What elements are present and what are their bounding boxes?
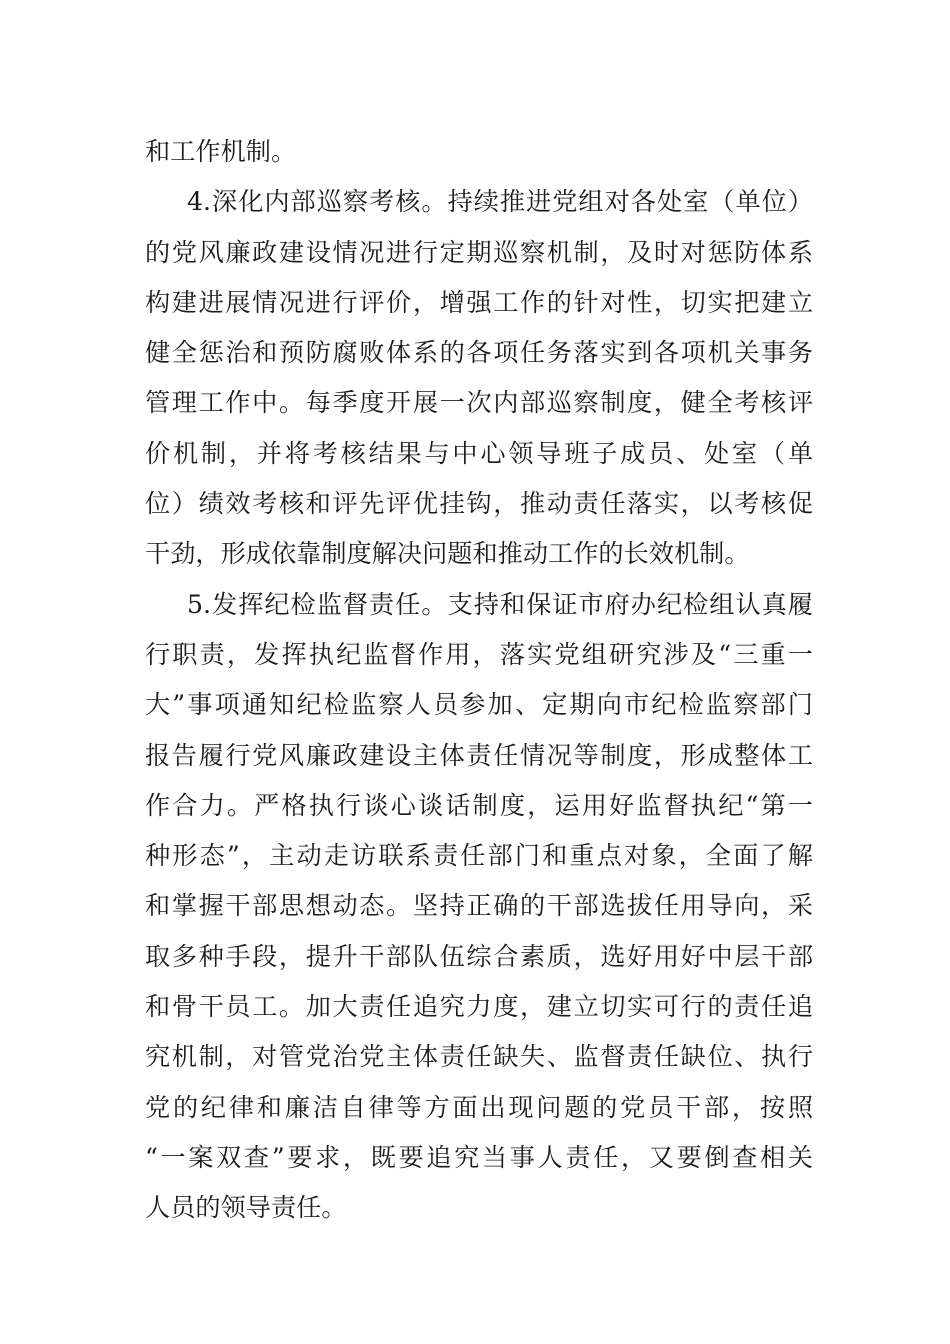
text-line: 行职责，发挥执纪监督作用，落实党组研究涉及“三重一 — [145, 639, 813, 669]
text-line: 的党风廉政建设情况进行定期巡察机制，及时对惩防体系 — [145, 237, 813, 267]
text-line: “一案双查”要求，既要追究当事人责任，又要倒查相关 — [145, 1142, 813, 1172]
text-line: 报告履行党风廉政建设主体责任情况等制度，形成整体工 — [145, 740, 813, 770]
text-line: 究机制，对管党治党主体责任缺失、监督责任缺位、执行 — [145, 1042, 813, 1072]
text-line: 人员的领导责任。 — [145, 1193, 347, 1223]
text-line: 和骨干员工。加大责任追究力度，建立切实可行的责任追 — [145, 992, 813, 1022]
text-line: 作合力。严格执行谈心谈话制度，运用好监督执纪“第一 — [145, 790, 813, 820]
text-line: 构建进展情况进行评价，增强工作的针对性，切实把建立 — [145, 287, 813, 317]
text-line: 干劲，形成依靠制度解决问题和推动工作的长效机制。 — [145, 539, 750, 569]
text-line: 和掌握干部思想动态。坚持正确的干部选拔任用导向，采 — [145, 891, 813, 921]
text-line: 位）绩效考核和评先评优挂钩，推动责任落实，以考核促 — [145, 489, 813, 519]
paragraph-4-heading-line: 4.深化内部巡察考核。持续推进党组对各处室（单位） — [187, 187, 813, 217]
text-line: 和工作机制。 — [145, 137, 297, 166]
text-line: 党的纪律和廉洁自律等方面出现问题的党员干部，按照 — [145, 1092, 813, 1122]
text-line: 健全惩治和预防腐败体系的各项任务落实到各项机关事务 — [145, 338, 813, 368]
text-line: 价机制，并将考核结果与中心领导班子成员、处室（单 — [145, 438, 813, 468]
text-line: 取多种手段，提升干部队伍综合素质，选好用好中层干部 — [145, 941, 813, 971]
text-line: 大”事项通知纪检监察人员参加、定期向市纪检监察部门 — [145, 690, 813, 720]
document-body — [145, 127, 813, 1234]
text-line: 管理工作中。每季度开展一次内部巡察制度，健全考核评 — [145, 388, 813, 418]
paragraph-5-heading-line: 5.发挥纪检监督责任。支持和保证市府办纪检组认真履 — [187, 589, 813, 619]
text-line: 种形态”，主动走访联系责任部门和重点对象，全面了解 — [145, 841, 813, 871]
